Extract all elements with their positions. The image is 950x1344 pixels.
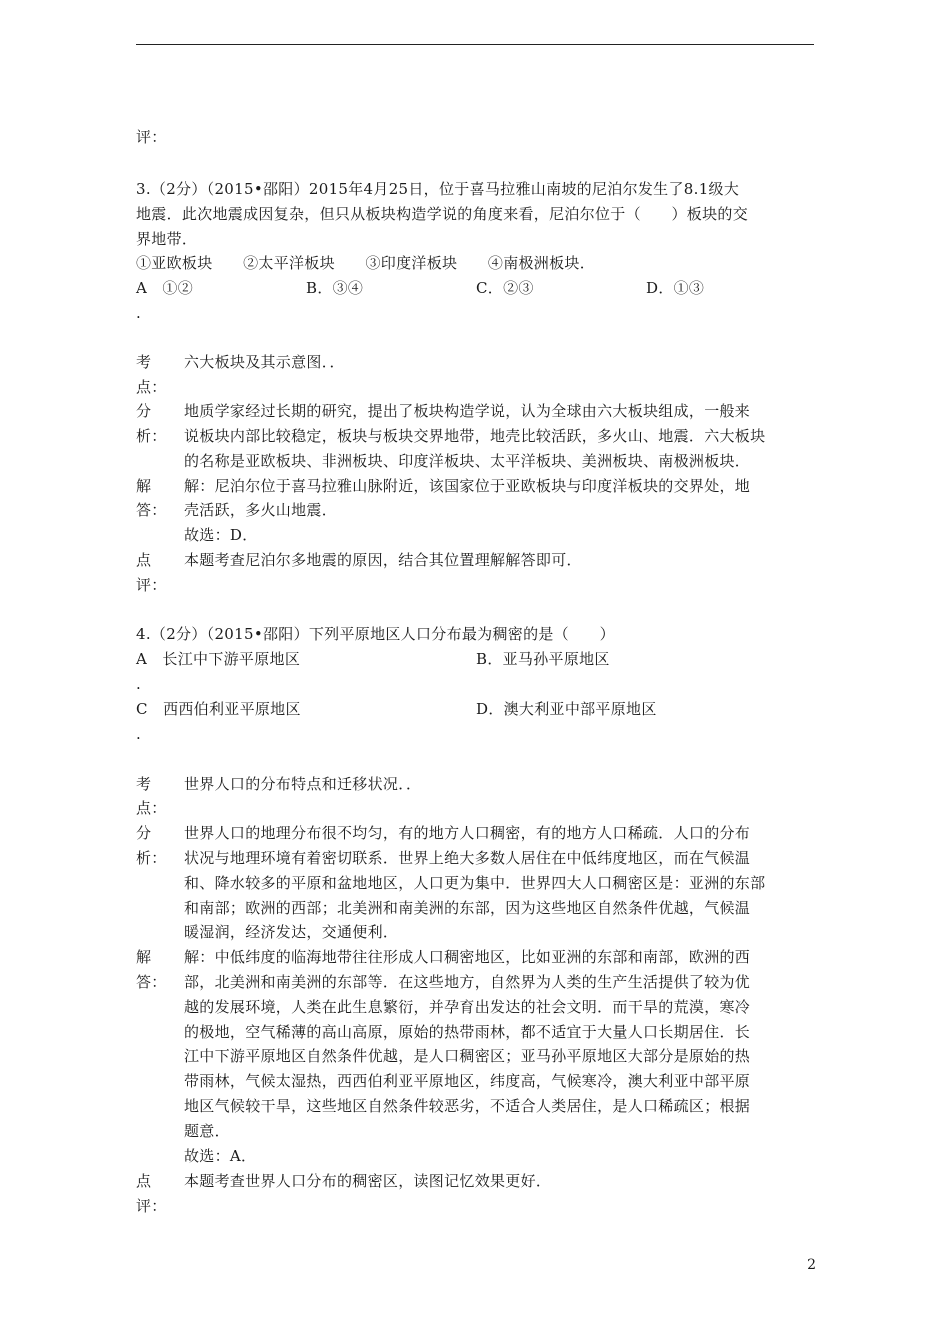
q4-jieda-line5: 江中下游平原地区自然条件优越，是人口稠密区；亚马孙平原地区大部分是原始的热 [184, 1047, 751, 1065]
prev-comment-label: 评： [136, 128, 167, 146]
q4-jieda-line8: 题意． [184, 1122, 230, 1140]
q4-fenxi-line3: 和、降水较多的平原和盆地地区，人口更为集中．世界四大人口稠密区是：亚洲的东部 [184, 874, 766, 892]
q3-fenxi-label-2: 析： [136, 427, 167, 445]
page-number: 2 [807, 1257, 816, 1273]
q3-kaodian-label-1: 考 [136, 353, 152, 371]
q4-jieda-label-1: 解 [136, 948, 152, 966]
q3-jieda-line3: 故选：D． [184, 526, 258, 544]
q3-stem-line2: 地震．此次地震成因复杂，但只从板块构造学说的角度来看，尼泊尔位于（ ）板块的交 [136, 205, 749, 223]
q4-fenxi-line1: 世界人口的地理分布很不均匀，有的地方人口稠密，有的地方人口稀疏．人口的分布 [184, 824, 751, 842]
q3-kaodian: 六大板块及其示意图．． [184, 353, 345, 371]
q4-fenxi-label-2: 析： [136, 849, 167, 867]
q4-option-b: B．亚马孙平原地区 [476, 650, 610, 668]
q3-stem-line1: 3.（2分）（2015•邵阳）2015年4月25日，位于喜马拉雅山南坡的尼泊尔发生了8.1级大 [136, 180, 740, 198]
q3-option-c: C．②③ [476, 279, 534, 297]
q3-fenxi-line3: 的名称是亚欧板块、非洲板块、印度洋板块、太平洋板块、美洲板块、南极洲板块． [184, 452, 751, 470]
q3-fenxi-line1: 地质学家经过长期的研究，提出了板块构造学说，认为全球由六大板块组成，一般来 [184, 402, 751, 420]
q4-option-a: A 长江中下游平原地区 [136, 650, 301, 668]
q4-dianping-label-1: 点 [136, 1172, 152, 1190]
q4-jieda-line2: 部，北美洲和南美洲的东部等．在这些地方，自然界为人类的生产生活提供了较为优 [184, 973, 751, 991]
q4-jieda-line4: 的极地，空气稀薄的高山高原，原始的热带雨林，都不适宜于大量人口长期居住．长 [184, 1023, 751, 1041]
q3-fenxi-line2: 说板块内部比较稳定，板块与板块交界地带，地壳比较活跃，多火山、地震．六大板块 [184, 427, 766, 445]
q3-stem-line3: 界地带． [136, 230, 198, 248]
q4-jieda-label-2: 答： [136, 973, 167, 991]
q4-jieda-line6: 带雨林，气候太湿热，西西伯利亚平原地区，纬度高，气候寒冷，澳大利亚中部平原 [184, 1072, 751, 1090]
q3-fenxi-label-1: 分 [136, 402, 152, 420]
q4-option-d: D．澳大利亚中部平原地区 [476, 700, 657, 718]
q4-fenxi-line4: 和南部；欧洲的西部；北美洲和南美洲的东部，因为这些地区自然条件优越，气候温 [184, 899, 751, 917]
q4-fenxi-line2: 状况与地理环境有着密切联系．世界上绝大多数人居住在中低纬度地区，而在气候温 [184, 849, 751, 867]
q3-jieda-line2: 壳活跃，多火山地震． [184, 501, 338, 519]
header-rule [136, 44, 814, 45]
q3-kaodian-label-2: 点： [136, 378, 167, 396]
q4-dianping-label-2: 评： [136, 1197, 167, 1215]
q3-items: ①亚欧板块 ②太平洋板块 ③印度洋板块 ④南极洲板块． [136, 254, 596, 272]
q3-dianping-label-2: 评： [136, 576, 167, 594]
q3-dianping: 本题考查尼泊尔多地震的原因，结合其位置理解解答即可． [184, 551, 582, 569]
q4-kaodian-label-2: 点： [136, 799, 167, 817]
q3-dianping-label-1: 点 [136, 551, 152, 569]
q4-option-dot-1: . [136, 675, 142, 693]
q4-fenxi-line5: 暖湿润，经济发达，交通便利． [184, 923, 399, 941]
q4-jieda-line1: 解：中低纬度的临海地带往往形成人口稠密地区，比如亚洲的东部和南部，欧洲的西 [184, 948, 751, 966]
q4-fenxi-label-1: 分 [136, 824, 152, 842]
q3-option-a: A ①② [136, 279, 194, 297]
q4-stem: 4.（2分）（2015•邵阳）下列平原地区人口分布最为稠密的是（ ） [136, 625, 615, 643]
q3-jieda-line1: 解：尼泊尔位于喜马拉雅山脉附近，该国家位于亚欧板块与印度洋板块的交界处，地 [184, 477, 751, 495]
q3-option-b: B．③④ [306, 279, 364, 297]
q4-kaodian-label-1: 考 [136, 775, 152, 793]
q4-jieda-line7: 地区气候较干旱，这些地区自然条件较恶劣，不适合人类居住，是人口稀疏区；根据 [184, 1097, 751, 1115]
q4-option-dot-2: . [136, 725, 142, 743]
q4-jieda-line3: 越的发展环境，人类在此生息繁衍，并孕育出发达的社会文明．而干旱的荒漠，寒冷 [184, 998, 751, 1016]
q3-option-dot: . [136, 304, 142, 322]
q4-dianping: 本题考查世界人口分布的稠密区，读图记忆效果更好． [184, 1172, 552, 1190]
q3-option-d: D．①③ [646, 279, 705, 297]
q3-jieda-label-1: 解 [136, 477, 152, 495]
q4-option-c: C 西西伯利亚平原地区 [136, 700, 301, 718]
q3-jieda-label-2: 答： [136, 501, 167, 519]
q4-kaodian: 世界人口的分布特点和迁移状况．． [184, 775, 422, 793]
q4-jieda-line9: 故选：A． [184, 1147, 257, 1165]
